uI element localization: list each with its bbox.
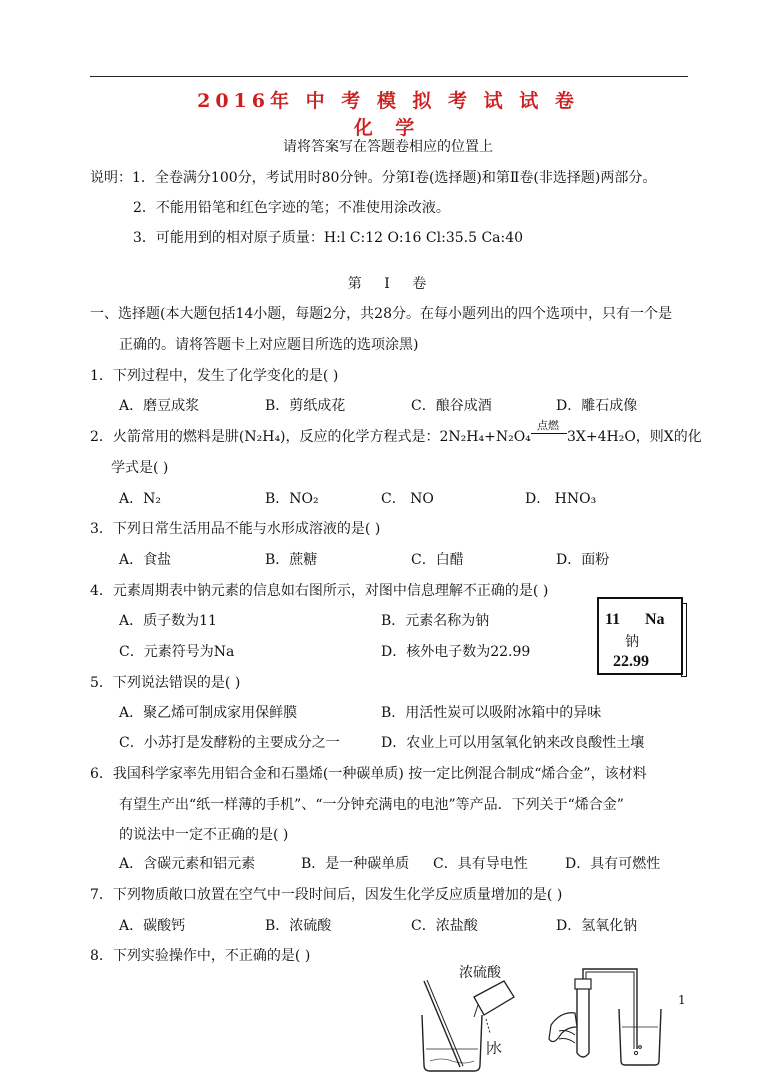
question-8: 8．下列实验操作中，不正确的是( ) [90,948,311,964]
part1-heading: 一、选择题(本大题包括14小题，每题2分，共28分。在每小题列出的四个选项中，只有一个是 [90,306,672,322]
question-6-end: 的说法中一定不正确的是( ) [119,827,289,843]
instruction-2: 2．不能用铅笔和红色字迹的笔；不准使用涂改液。 [133,200,450,216]
q5-option-c: C．小苏打是发酵粉的主要成分之一 [119,735,340,751]
q3-option-a: A．食盐 [119,552,172,568]
reaction-condition: 点燃 [537,419,559,432]
water-label: 水 [488,1041,502,1057]
subject-title: 化 学 [353,117,423,139]
question-3: 3．下列日常生活用品不能与水形成溶液的是( ) [90,521,381,537]
q2-option-b: B．NO₂ [265,491,319,507]
q7-option-a: A．碳酸钙 [119,918,186,934]
q3-option-c: C．白醋 [411,552,464,568]
q5-option-a: A．聚乙烯可制成家用保鲜膜 [119,705,298,721]
question-6: 6．我国科学家率先用铝合金和石墨烯(一种碳单质) 按一定比例混合制成“烯合金”，该材料 [90,766,647,782]
instruction-3: 3．可能用到的相对原子质量：H:l C:12 O:16 Cl:35.5 Ca:40 [133,230,524,246]
answer-notice: 请将答案写在答题卷相应的位置上 [283,139,493,155]
acid-label: 浓硫酸 [459,965,501,981]
q2-option-c: C． NO [381,491,434,507]
element-symbol: Na [645,611,665,628]
element-name: 钠 [625,634,639,650]
q7-option-d: D．氢氧化钠 [556,918,638,934]
question-2-cont: 3X+4H₂O，则X的化 [567,429,702,445]
q6-option-a: A．含碳元素和铝元素 [119,856,256,872]
q4-option-c: C．元素符号为Na [119,644,235,660]
reaction-arrow [531,433,567,434]
q2-option-a: A．N₂ [119,491,161,507]
question-2-end: 学式是( ) [111,460,169,476]
q7-option-c: C．浓盐酸 [411,918,478,934]
instruction-1: 说明：1．全卷满分100分，考试用时80分钟。分第Ⅰ卷(选择题)和第Ⅱ卷(非选择题)两部分。 [90,170,657,186]
header-rule [90,76,688,77]
q4-option-d: D．核外电子数为22.99 [381,644,531,660]
section-heading: 第 Ⅰ 卷 [347,276,429,292]
dilution-figure [412,975,532,1075]
atomic-mass: 22.99 [613,653,649,670]
q6-option-b: B．是一种碳单质 [301,856,410,872]
sodium-element-card [597,597,683,675]
q1-option-b: B．剪纸成花 [265,398,346,414]
question-5: 5．下列说法错误的是( ) [90,675,241,691]
atomic-number: 11 [605,611,621,628]
q1-option-c: C．酿谷成酒 [411,398,492,414]
card-shadow [681,603,687,677]
q3-option-d: D．面粉 [556,552,610,568]
part1-heading-cont: 正确的。请将答题卡上对应题目所选的选项涂黑) [119,337,419,353]
q6-option-d: D．具有可燃性 [565,856,661,872]
q1-option-d: D．雕石成像 [556,398,638,414]
question-2: 2．火箭常用的燃料是肼(N₂H₄)，反应的化学方程式是：2N₂H₄+N₂O₄ [90,429,531,445]
q3-option-b: B．蔗糖 [265,552,318,568]
q6-option-c: C．具有导电性 [433,856,528,872]
q5-option-d: D．农业上可以用氢氧化钠来改良酸性土壤 [381,735,645,751]
q5-option-b: B．用活性炭可以吸附冰箱中的异味 [381,705,602,721]
page-number: 1 [678,993,686,1007]
question-4: 4．元素周期表中钠元素的信息如右图所示，对图中信息理解不正确的是( ) [90,583,549,599]
q7-option-b: B．浓硫酸 [265,918,332,934]
question-7: 7．下列物质敞口放置在空气中一段时间后，因发生化学反应质量增加的是( ) [90,887,563,903]
q4-option-b: B．元素名称为钠 [381,613,490,629]
exam-title: 2016年 中 考 模 拟 考 试 试 卷 [197,90,579,112]
q4-option-a: A．质子数为11 [119,613,217,629]
q1-option-a: A．磨豆成浆 [119,398,200,414]
q2-option-d: D． HNO₃ [525,491,597,507]
airtightness-figure [545,965,675,1070]
question-6-cont: 有望生产出“纸一样薄的手机”、“一分钟充满电的电池”等产品．下列关于“烯合金” [119,797,624,813]
question-1: 1．下列过程中，发生了化学变化的是( ) [90,368,339,384]
